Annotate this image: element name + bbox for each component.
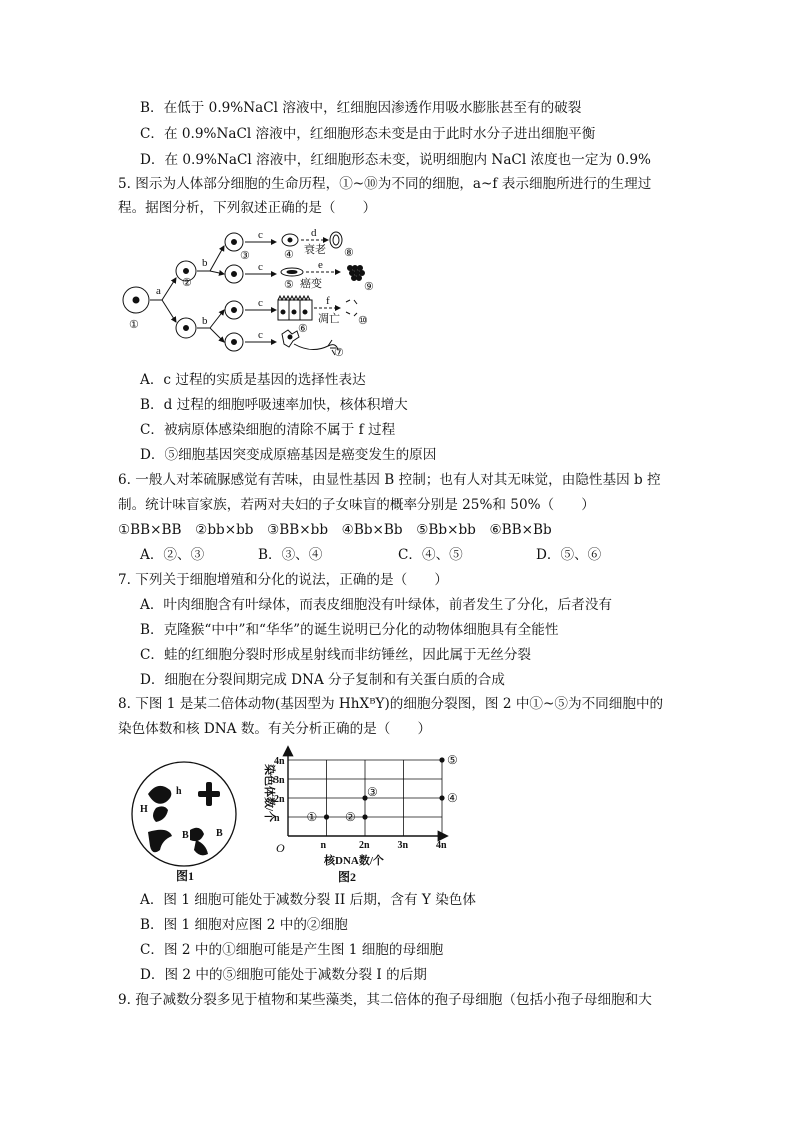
data-point-label: ③: [367, 785, 378, 799]
cell-1: [123, 287, 149, 313]
cell-7: [282, 330, 338, 355]
figure1-caption: 图1: [176, 869, 195, 883]
data-point: [439, 757, 444, 762]
label-n8: ⑧: [344, 247, 354, 259]
label-n3: ③: [240, 250, 250, 262]
label-e: e: [318, 259, 323, 271]
q5-option-d: D．⑤细胞基因突变成原癌基因是癌变发生的原因: [140, 447, 437, 463]
x-tick-label: n: [320, 840, 327, 851]
label-c-2: c: [258, 261, 263, 273]
label-f: f: [326, 295, 330, 307]
q7-option-b: B．克隆猴“中中”和“华华”的诞生说明已分化的动物体细胞具有全能性: [140, 622, 559, 638]
label-n9: ⑨: [364, 281, 374, 293]
q8-option-c: C．图 2 中的①细胞可能是产生图 1 细胞的母细胞: [140, 942, 444, 958]
chromosome-h: [148, 786, 171, 822]
label-d: d: [311, 227, 317, 239]
q8-figure1-cell: [126, 760, 256, 884]
chart-xlabel: 核DNA数/个: [324, 855, 384, 867]
label-c-4: c: [258, 329, 263, 341]
label-apoptosis: 凋亡: [318, 313, 340, 325]
label-n10: ⑩: [358, 315, 368, 327]
label-n7: ⑦: [334, 347, 344, 359]
chromosome-b: [190, 828, 208, 856]
cell-4: [282, 234, 298, 246]
label-cancer: 癌变: [300, 278, 322, 290]
q7-stem: 7. 下列关于细胞增殖和分化的说法，正确的是（ ）: [118, 572, 448, 588]
prev-option-c: C．在 0.9%NaCl 溶液中，红细胞形态未变是由于此时水分子进出细胞平衡: [140, 126, 596, 142]
cell-2b: [176, 318, 196, 338]
label-b-bottom: b: [202, 315, 208, 327]
label-h: h: [176, 786, 182, 797]
label-c-3: c: [258, 297, 263, 309]
prev-option-b: B．在低于 0.9%NaCl 溶液中，红细胞因渗透作用吸水膨胀甚至有的破裂: [140, 100, 582, 116]
q7-option-a: A．叶肉细胞含有叶绿体，而表皮细胞没有叶绿体，前者发生了分化，后者没有: [140, 597, 613, 613]
x-tick-label: 2n: [359, 840, 370, 851]
data-point-label: ⑤: [447, 753, 458, 767]
x-tick-label: 4n: [436, 840, 447, 851]
label-n1: ①: [129, 319, 139, 331]
prev-option-d: D．在 0.9%NaCl 溶液中，红细胞形态未变，说明细胞内 NaCl 浓度也一定为 0.9%: [140, 152, 651, 168]
q6-stem-line2: 制。统计味盲家族，若两对夫妇的子女味盲的概率分别是 25%和 50%（ ）: [118, 497, 595, 513]
q8-figure2-chart: [252, 746, 458, 886]
cell-3b: [225, 265, 243, 283]
q8-stem-line1: 8. 下图 1 是某二倍体动物(基因型为 HhXᴮY)的细胞分裂图，图 2 中①~⑤为不同细胞中的: [118, 696, 664, 712]
label-n2: ②: [182, 277, 192, 289]
q8-stem-line2: 染色体数和核 DNA 数。有关分析正确的是（ ）: [118, 721, 432, 737]
q5-option-b: B．d 过程的细胞呼吸速率加快，核体积增大: [140, 397, 408, 413]
data-point-label: ①: [306, 810, 318, 824]
cell-8: [330, 232, 342, 248]
q7-option-d: D．细胞在分裂间期完成 DNA 分子复制和有关蛋白质的合成: [140, 672, 505, 688]
label-B-left: B: [182, 830, 189, 841]
chromosome-plus: [198, 782, 220, 806]
q6-option-d: D．⑤、⑥: [536, 547, 602, 563]
q5-cell-lifecycle-diagram: [118, 224, 388, 366]
label-b-top: b: [202, 257, 208, 269]
q6-stem-line1: 6. 一般人对苯硫脲感觉有苦味，由显性基因 B 控制；也有人对其无味觉，由隐性基因 b 控: [118, 472, 661, 488]
cell-3: [225, 233, 243, 251]
chart-ylabel: 染色体数/个: [263, 764, 275, 823]
q6-crosses: ①BB×BB ②bb×bb ③BB×bb ④Bb×Bb ⑤Bb×bb ⑥BB×Bb: [118, 522, 552, 538]
label-aging: 衰老: [304, 244, 326, 256]
q8-option-a: A．图 1 细胞可能处于减数分裂 II 后期，含有 Y 染色体: [140, 892, 476, 908]
q9-stem-line1: 9. 孢子减数分裂多见于植物和某些藻类，其二倍体的孢子母细胞（包括小孢子母细胞和大: [118, 992, 652, 1008]
q5-stem-line2: 程。据图分析，下列叙述正确的是（ ）: [118, 200, 377, 216]
data-point: [362, 814, 367, 819]
cell-5: [281, 268, 303, 276]
cell-3c: [225, 301, 243, 319]
q5-option-a: A．c 过程的实质是基因的选择性表达: [140, 372, 366, 388]
q5-stem-line1: 5. 图示为人体部分细胞的生命历程，①~⑩为不同的细胞，a~f 表示细胞所进行的生理过: [118, 176, 652, 192]
data-point: [324, 814, 329, 819]
chromosome-hook: [148, 830, 172, 853]
label-n4: ④: [284, 249, 294, 261]
label-c-1: c: [258, 229, 263, 241]
cell-6: [278, 296, 312, 320]
data-point: [439, 795, 444, 800]
q6-option-c: C．④、⑤: [398, 547, 463, 563]
y-tick-label: 4n: [274, 756, 285, 767]
label-H: H: [140, 804, 148, 815]
data-point-label: ②: [345, 810, 356, 824]
y-tick-label: 2n: [274, 794, 285, 805]
cell-3d: [225, 333, 243, 351]
data-point-label: ④: [447, 791, 458, 805]
label-B-right: B: [216, 828, 223, 839]
cell-9-cluster: [348, 266, 365, 281]
q8-option-b: B．图 1 细胞对应图 2 中的②细胞: [140, 917, 348, 933]
q5-option-c: C．被病原体感染细胞的清除不属于 f 过程: [140, 422, 396, 438]
q6-option-a: A．②、③: [140, 547, 205, 563]
q6-option-b: B．③、④: [258, 547, 323, 563]
chart-origin: O: [276, 841, 285, 855]
q8-option-d: D．图 2 中的⑤细胞可能处于减数分裂 I 的后期: [140, 967, 427, 983]
x-tick-label: 3n: [397, 840, 409, 851]
q7-option-c: C．蛙的红细胞分裂时形成星射线而非纺锤丝，因此属于无丝分裂: [140, 647, 532, 663]
label-n5: ⑤: [284, 279, 294, 291]
cell-10-fragments: [346, 300, 357, 316]
label-a: a: [156, 285, 161, 297]
y-tick-label: 3n: [274, 775, 285, 786]
label-n6: ⑥: [298, 323, 308, 335]
figure2-caption: 图2: [338, 870, 357, 884]
y-tick-label: n: [274, 813, 280, 824]
